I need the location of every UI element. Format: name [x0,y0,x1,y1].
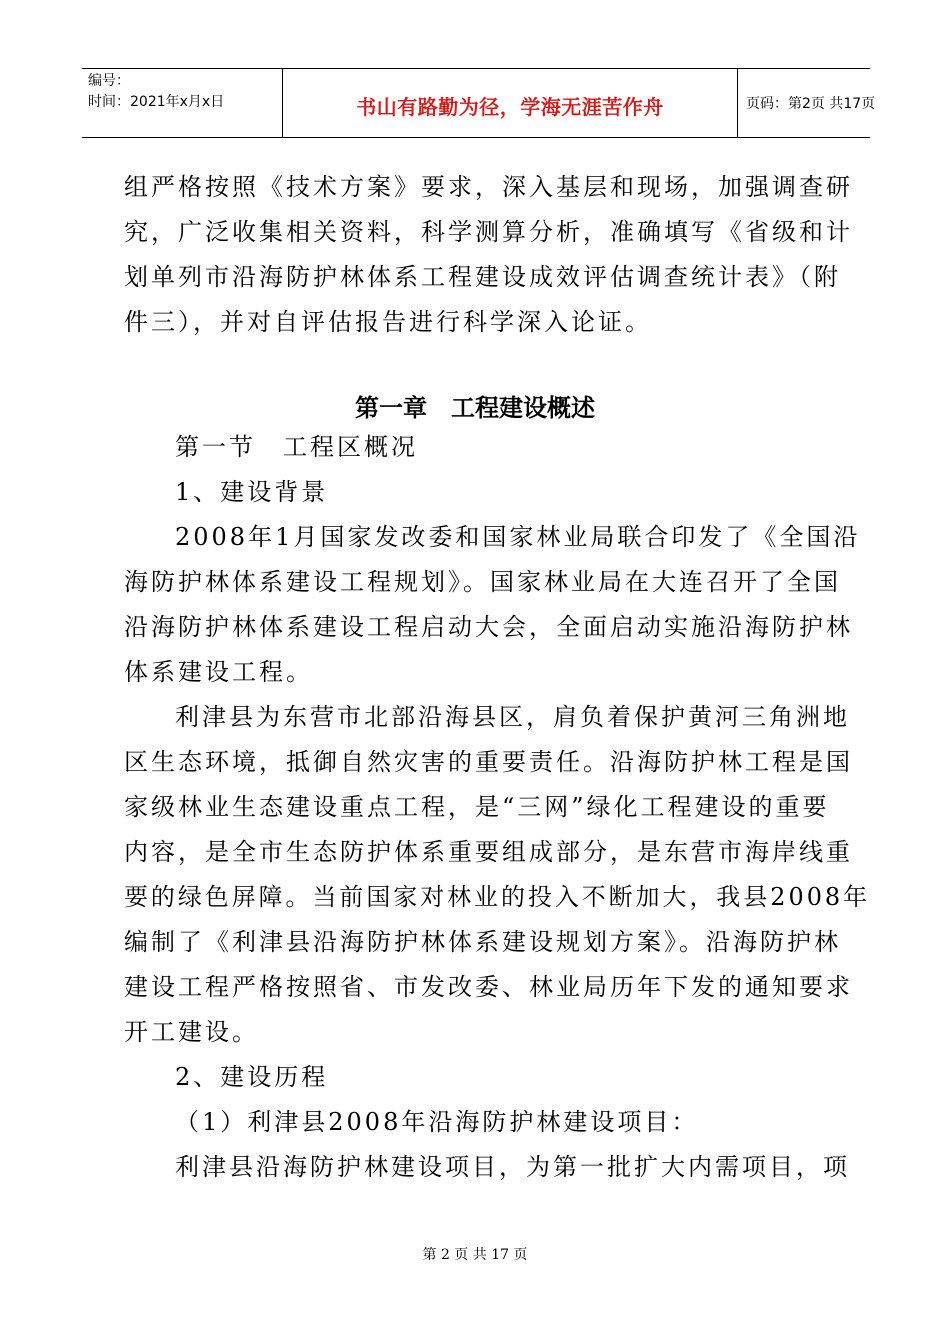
section-title: 第一节 工程区概况 [175,433,418,461]
paragraph-line: 划单列市沿海防护林体系工程建设成效评估调查统计表》（附 [124,263,841,291]
paragraph-line: 沿海防护林体系建设工程启动大会，全面启动实施沿海防护林 [124,613,853,641]
document-time-label: 时间：2021年x月x日 [88,94,225,110]
paragraph-line: 要的绿色屏障。当前国家对林业的投入不断加大，我县2008年 [124,883,871,911]
header-meta-cell [82,69,282,137]
header-motto-cell [282,69,738,137]
subitem-1-title: （1）利津县2008年沿海防护林建设项目： [175,1108,699,1136]
paragraph-line: 究，广泛收集相关资料，科学测算分析，准确填写《省级和计 [124,218,853,246]
paragraph-line: 建设工程严格按照省、市发改委、林业局历年下发的通知要求 [124,973,853,1001]
document-number-label: 编号： [88,73,130,89]
paragraph-line: 区生态环境，抵御自然灾害的重要责任。沿海防护林工程是国 [124,748,853,776]
paragraph-line: 海防护林体系建设工程规划》。国家林业局在大连召开了全国 [124,568,841,596]
page-header [82,68,876,138]
paragraph-line: 体系建设工程。 [124,658,313,686]
header-page-number: 页码：第2页 共17页 [746,96,876,112]
paragraph-line: 编制了《利津县沿海防护林体系建设规划方案》。沿海防护林 [124,928,841,956]
paragraph-line: 利津县沿海防护林建设项目，为第一批扩大内需项目，项 [175,1153,850,1181]
paragraph-line: 内容，是全市生态防护体系重要组成部分，是东营市海岸线重 [124,838,853,866]
paragraph-line: 组严格按照《技术方案》要求，深入基层和现场，加强调查研 [124,173,853,201]
paragraph-line: 利津县为东营市北部沿海县区，肩负着保护黄河三角洲地 [175,703,850,731]
paragraph-line: 开工建设。 [124,1018,259,1046]
chapter-title: 第一章 工程建设概述 [355,394,595,422]
paragraph-line: 件三），并对自评估报告进行科学深入论证。 [124,308,652,336]
item-2-title: 2、建设历程 [175,1063,329,1091]
page-footer: 第 2 页 共 17 页 [422,1247,528,1263]
header-motto: 书山有路勤为径，学海无涯苦作舟 [356,95,664,119]
item-1-title: 1、建设背景 [175,478,329,506]
header-page-cell [736,69,876,137]
paragraph-line: 2008年1月国家发改委和国家林业局联合印发了《全国沿 [175,523,861,551]
paragraph-line: 家级林业生态建设重点工程，是“三网”绿化工程建设的重要 [124,793,830,821]
